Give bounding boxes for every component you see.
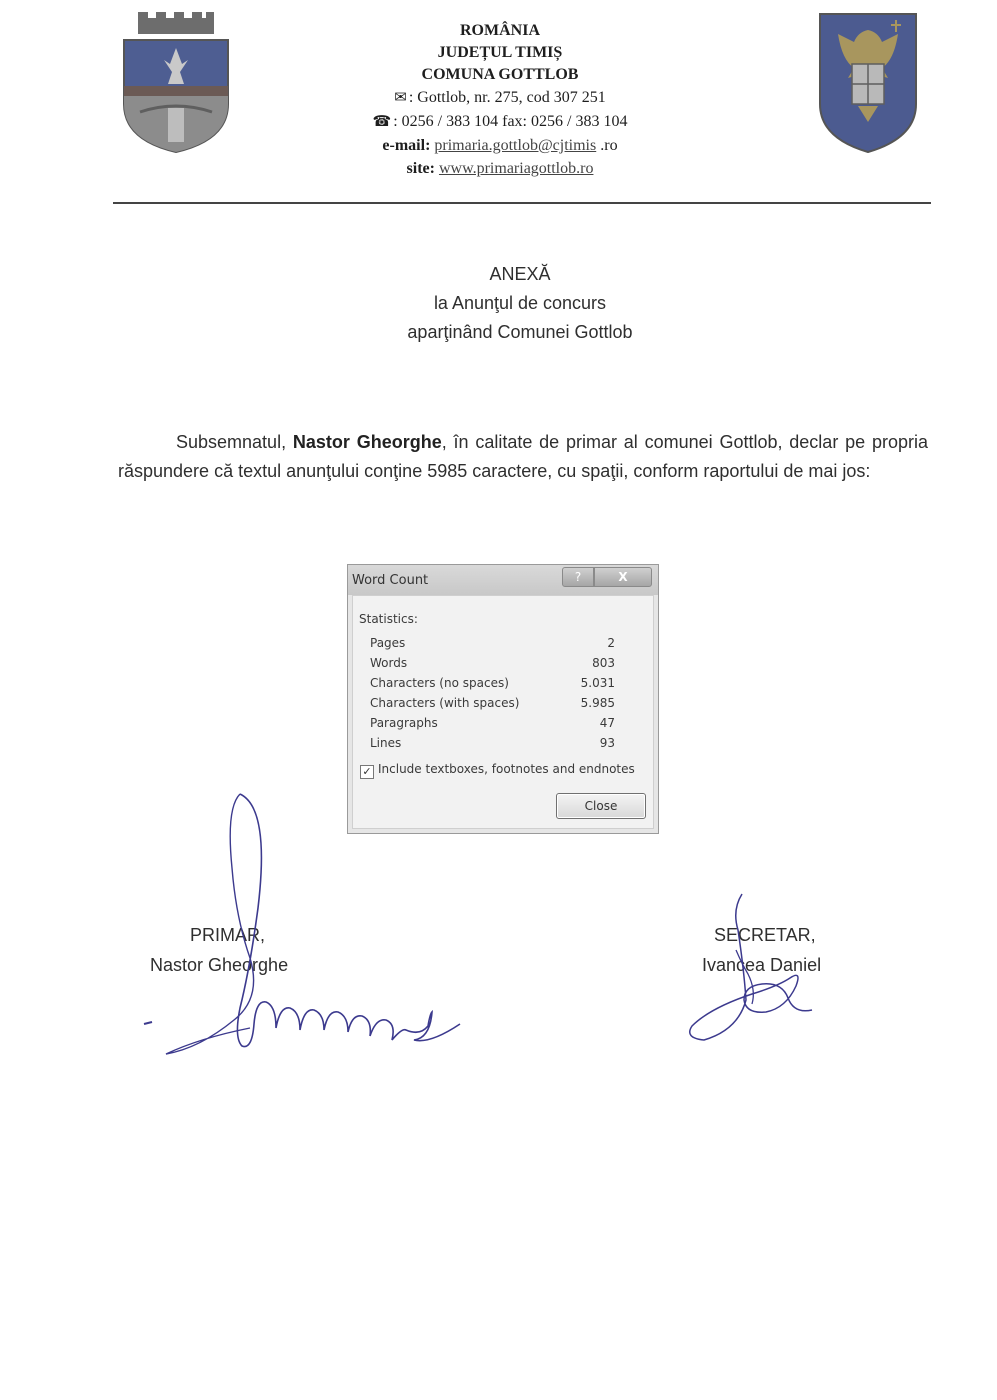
stat-label: Pages	[370, 636, 406, 650]
email-label: e-mail:	[382, 137, 431, 154]
site-line	[330, 157, 670, 180]
dialog-title: Word Count	[352, 573, 429, 588]
stat-row-words	[370, 656, 615, 674]
declaration-pre: Subsemnatul,	[176, 432, 293, 452]
stat-value: 47	[599, 716, 615, 730]
site-label: site:	[406, 160, 435, 177]
email-line	[330, 134, 670, 157]
secretary-handwritten-signature	[682, 890, 832, 1050]
phone-icon: ☎	[372, 114, 392, 130]
stat-label: Words	[370, 656, 408, 670]
include-textboxes-checkbox[interactable]: ✓	[360, 765, 374, 779]
stat-value: 5.031	[580, 676, 615, 690]
address-line	[330, 86, 670, 110]
email-suffix: .ro	[596, 137, 618, 154]
county-name: JUDEȚUL TIMIȘ	[437, 44, 563, 61]
annex-heading	[270, 260, 770, 347]
dialog-close-x-button[interactable]: X	[594, 567, 652, 587]
stat-row-lines	[370, 736, 615, 754]
romania-coat-of-arms	[818, 12, 918, 154]
dialog-titlebar[interactable]	[348, 565, 658, 595]
annex-title: ANEXĂ	[489, 264, 551, 284]
stat-row-chars-no-spaces	[370, 676, 615, 694]
phone-line	[330, 110, 670, 134]
stat-value: 93	[599, 736, 615, 750]
commune-name: COMUNA GOTTLOB	[421, 66, 579, 83]
include-textboxes-option[interactable]	[360, 762, 635, 779]
declaration-post: , în calitate de primar al comunei Gottlob, declar pe propria răspundere că textul anunţului conţine 5985 caractere, cu spaţii, conform raportului de mai jos:	[118, 432, 928, 481]
mayor-name: Nastor Gheorghe	[150, 955, 289, 975]
stat-value: 5.985	[580, 696, 615, 710]
stat-value: 2	[607, 636, 615, 650]
close-button[interactable]: Close	[556, 793, 646, 819]
commune-coat-of-arms	[120, 12, 232, 154]
stat-value: 803	[592, 656, 615, 670]
stat-row-paragraphs	[370, 716, 615, 734]
stat-row-chars-with-spaces	[370, 696, 615, 714]
annex-subtitle-2: aparţinând Comunei Gottlob	[407, 322, 633, 342]
stat-label: Characters (no spaces)	[370, 676, 509, 690]
stat-label: Paragraphs	[370, 716, 438, 730]
phone-text: : 0256 / 383 104 fax: 0256 / 383 104	[393, 113, 628, 130]
header-divider	[113, 202, 931, 204]
mayor-handwritten-signature	[130, 788, 470, 1068]
address-text: : Gottlob, nr. 275, cod 307 251	[408, 89, 606, 106]
statistics-label: Statistics:	[359, 612, 418, 626]
include-textboxes-label: Include textboxes, footnotes and endnotes	[378, 762, 635, 776]
secretary-role: SECRETAR,	[714, 925, 816, 945]
site-link[interactable]: www.primariagottlob.ro	[438, 160, 594, 177]
secretary-name: Ivancea Daniel	[702, 955, 822, 975]
help-button[interactable]: ?	[562, 567, 594, 587]
stat-label: Lines	[370, 736, 402, 750]
mayor-role: PRIMAR,	[190, 925, 266, 945]
stat-label: Characters (with spaces)	[370, 696, 520, 710]
country-name: ROMÂNIA	[460, 22, 540, 39]
envelope-icon: ✉	[394, 90, 407, 106]
declaration-paragraph	[118, 428, 928, 486]
stat-row-pages	[370, 636, 615, 654]
declarant-name: Nastor Gheorghe	[292, 432, 442, 452]
letterhead	[330, 20, 670, 180]
email-link[interactable]: primaria.gottlob@cjtimis	[434, 137, 597, 154]
annex-subtitle-1: la Anunţul de concurs	[433, 293, 607, 313]
